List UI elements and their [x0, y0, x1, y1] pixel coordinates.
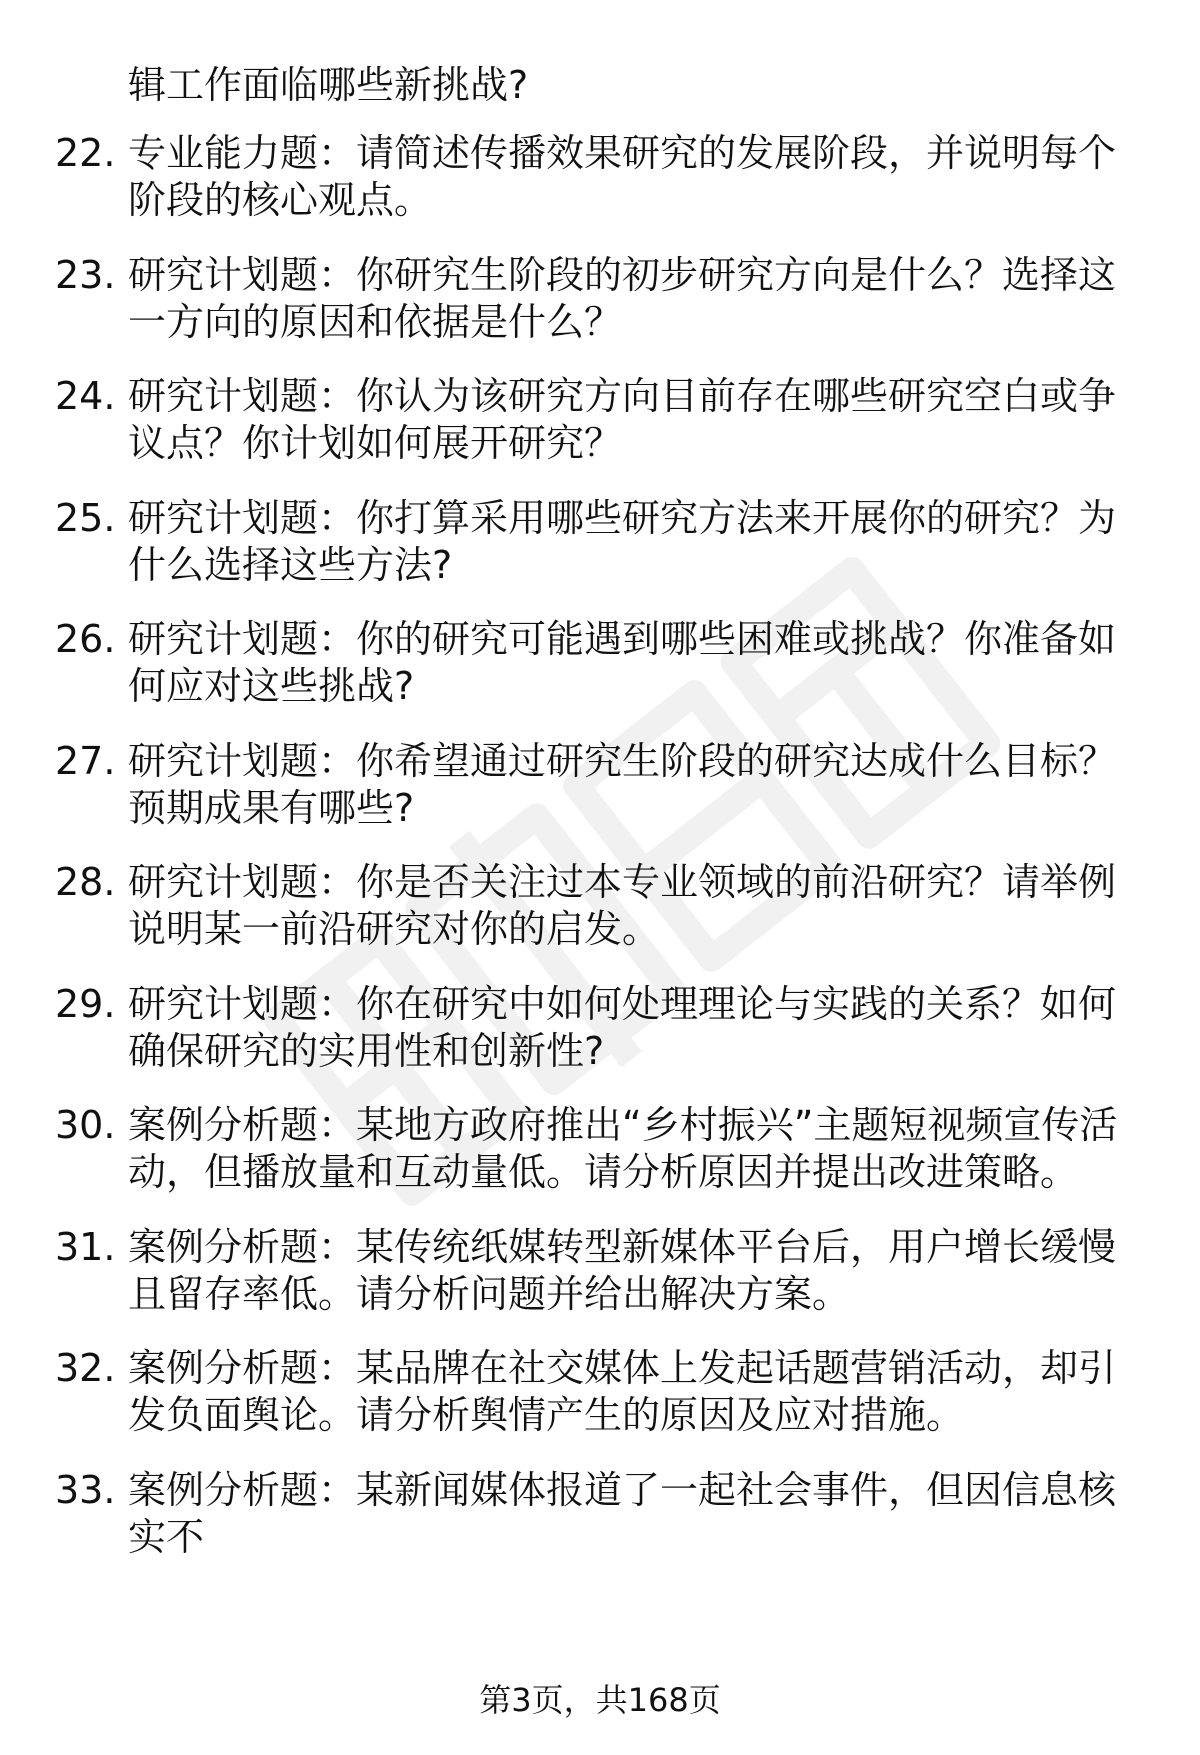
question-number: 30.: [55, 1103, 116, 1147]
question-item-28: [0, 859, 1200, 953]
question-item-22: [0, 130, 1200, 224]
page-footer: 第3页，共168页: [479, 1681, 721, 1719]
question-number: 32.: [55, 1346, 116, 1390]
question-item-23: [0, 252, 1200, 346]
question-text: 研究计划题：你的研究可能遇到哪些困难或挑战？你准备如何应对这些挑战?: [128, 617, 1117, 708]
question-item-25: [0, 495, 1200, 589]
question-item-29: [0, 981, 1200, 1075]
question-text: 研究计划题：你打算采用哪些研究方法来开展你的研究？为什么选择这些方法?: [128, 496, 1117, 587]
question-number: 31.: [55, 1225, 116, 1269]
question-text: 研究计划题：你希望通过研究生阶段的研究达成什么目标？预期成果有哪些?: [128, 739, 1117, 830]
question-text: 研究计划题：你是否关注过本专业领域的前沿研究？请举例说明某一前沿研究对你的启发。: [128, 860, 1117, 951]
question-item-32: [0, 1345, 1200, 1439]
question-item-26: [0, 616, 1200, 710]
question-number: 33.: [55, 1468, 116, 1512]
question-number: 22.: [55, 131, 116, 175]
question-number: 23.: [55, 253, 116, 297]
question-number: 25.: [55, 496, 116, 540]
question-item-24: [0, 373, 1200, 467]
question-item-30: [0, 1102, 1200, 1196]
question-text: 研究计划题：你认为该研究方向目前存在哪些研究空白或争议点？你计划如何展开研究？: [128, 374, 1117, 465]
question-text: 案例分析题：某地方政府推出“乡村振兴”主题短视频宣传活动，但播放量和互动量低。请分析原因并提出改进策略。: [128, 1103, 1118, 1194]
question-item-27: [0, 738, 1200, 832]
question-number: 24.: [55, 374, 116, 418]
question-number: 29.: [55, 982, 116, 1026]
question-text: 案例分析题：某新闻媒体报道了一起社会事件，但因信息核实不: [128, 1468, 1117, 1559]
question-item-31: [0, 1224, 1200, 1318]
question-item-33: [0, 1467, 1200, 1561]
question-text: 研究计划题：你研究生阶段的初步研究方向是什么？选择这一方向的原因和依据是什么？: [128, 253, 1117, 344]
question-number: 28.: [55, 860, 116, 904]
continuation-line: 辑工作面临哪些新挑战?: [128, 63, 529, 107]
question-text: 研究计划题：你在研究中如何处理理论与实践的关系？如何确保研究的实用性和创新性?: [128, 982, 1117, 1073]
question-text: 专业能力题：请简述传播效果研究的发展阶段，并说明每个阶段的核心观点。: [128, 131, 1117, 222]
question-text: 案例分析题：某品牌在社交媒体上发起话题营销活动，却引发负面舆论。请分析舆情产生的原因及应对措施。: [128, 1346, 1117, 1437]
question-number: 27.: [55, 739, 116, 783]
question-text: 案例分析题：某传统纸媒转型新媒体平台后，用户增长缓慢且留存率低。请分析问题并给出解决方案。: [128, 1225, 1117, 1316]
question-number: 26.: [55, 617, 116, 661]
